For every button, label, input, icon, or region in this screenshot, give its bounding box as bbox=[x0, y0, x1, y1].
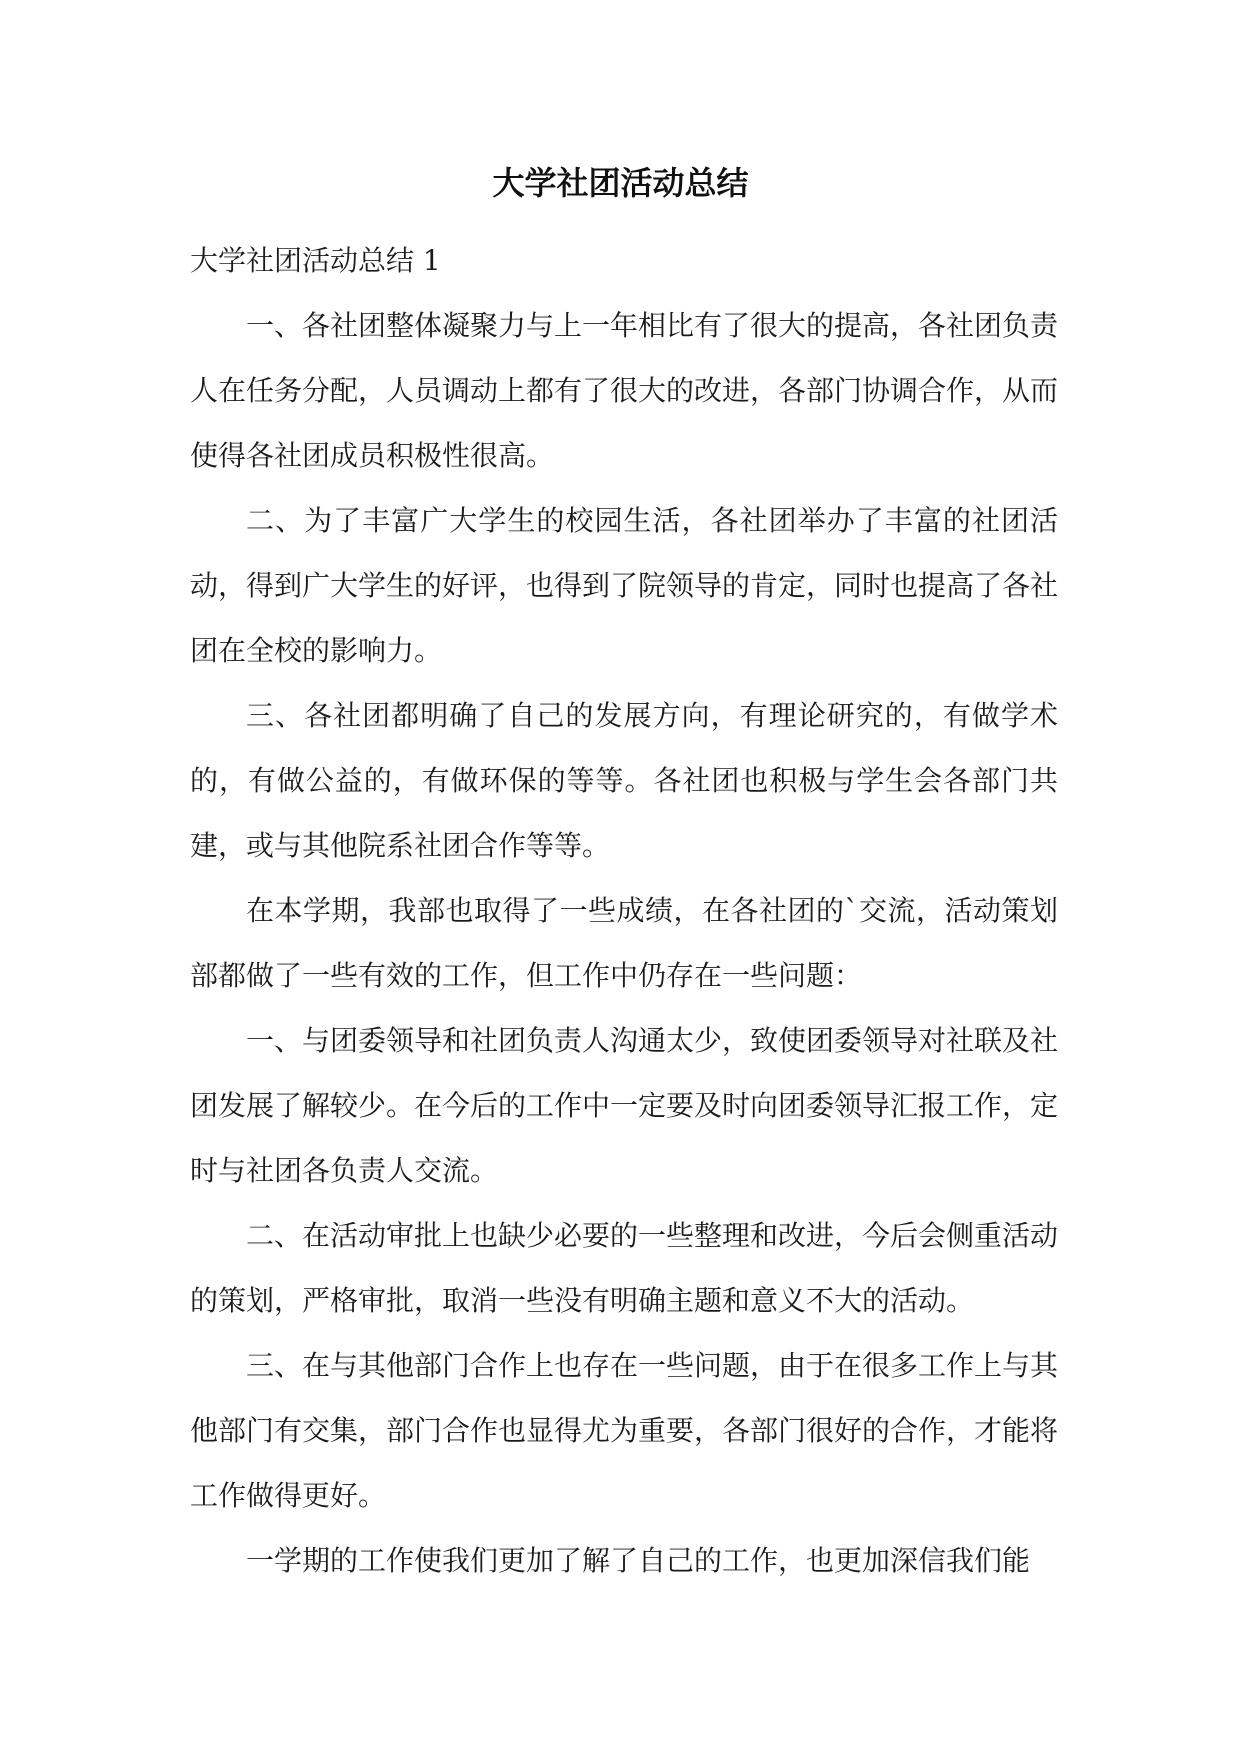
section-heading: 大学社团活动总结 1 bbox=[190, 244, 441, 277]
document-body bbox=[190, 228, 1058, 1593]
paragraph: 三、各社团都明确了自己的发展方向，有理论研究的，有做学术的，有做公益的，有做环保的等等。各社团也积极与学生会各部门共建，或与其他院系社团合作等等。 bbox=[190, 699, 1058, 862]
paragraph: 一、各社团整体凝聚力与上一年相比有了很大的提高，各社团负责人在任务分配，人员调动上都有了很大的改进，各部门协调合作，从而使得各社团成员积极性很高。 bbox=[190, 309, 1059, 472]
paragraph: 一学期的工作使我们更加了解了自己的工作，也更加深信我们能 bbox=[246, 1544, 1031, 1577]
paragraph: 一、与团委领导和社团负责人沟通太少，致使团委领导对社联及社团发展了解较少。在今后的工作中一定要及时向团委领导汇报工作，定时与社团各负责人交流。 bbox=[190, 1024, 1059, 1187]
paragraph: 三、在与其他部门合作上也存在一些问题，由于在很多工作上与其他部门有交集，部门合作也显得尤为重要，各部门很好的合作，才能将工作做得更好。 bbox=[190, 1349, 1059, 1512]
paragraph: 二、在活动审批上也缺少必要的一些整理和改进，今后会侧重活动的策划，严格审批，取消一些没有明确主题和意义不大的活动。 bbox=[190, 1219, 1059, 1317]
paragraph: 在本学期，我部也取得了一些成绩，在各社团的`交流，活动策划部都做了一些有效的工作，但工作中仍存在一些问题： bbox=[190, 894, 1058, 992]
paragraph: 二、为了丰富广大学生的校园生活，各社团举办了丰富的社团活动，得到广大学生的好评，也得到了院领导的肯定，同时也提高了各社团在全校的影响力。 bbox=[190, 504, 1059, 667]
document-title: 大学社团活动总结 bbox=[492, 164, 749, 202]
